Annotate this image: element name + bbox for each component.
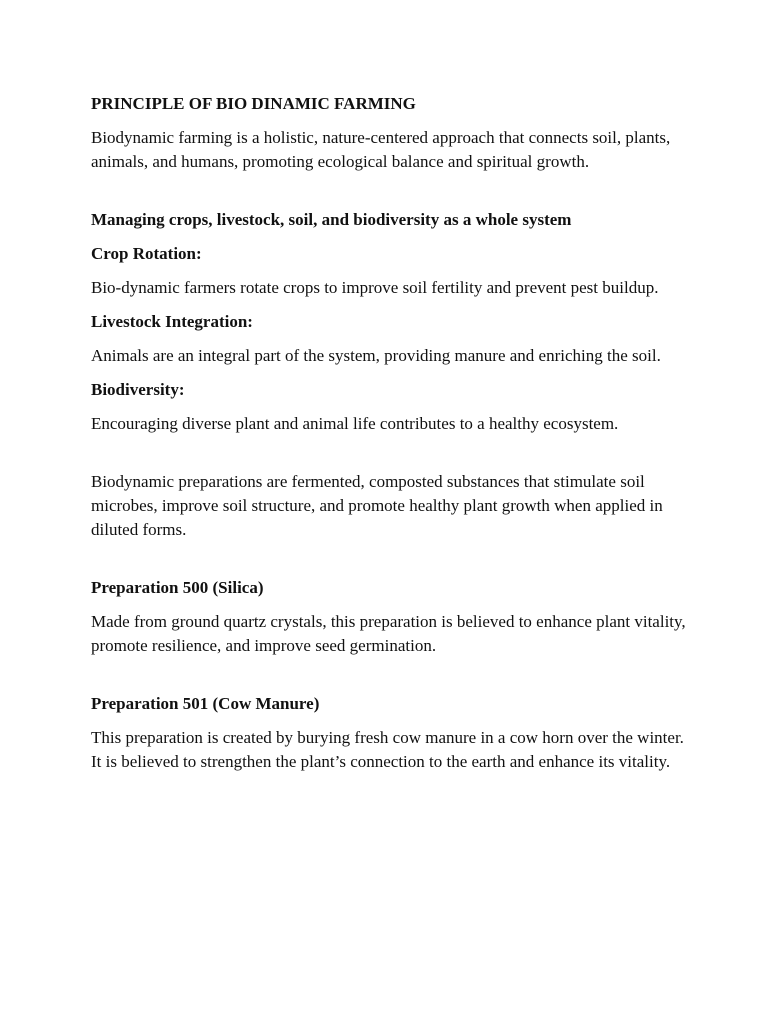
preparation-501-text: This preparation is created by burying fresh cow manure in a cow horn over the winter. It is believed to strengthen the plant’s connection to the earth and enhance its vitality.	[91, 728, 684, 771]
section-heading-whole-system: Managing crops, livestock, soil, and biodiversity as a whole system	[91, 210, 572, 229]
crop-rotation-heading: Crop Rotation:	[91, 244, 202, 263]
livestock-integration-text: Animals are an integral part of the system, providing manure and enriching the soil.	[91, 346, 661, 365]
intro-paragraph: Biodynamic farming is a holistic, nature-centered approach that connects soil, plants, animals, and humans, promoting ecological balance and spiritual growth.	[91, 128, 671, 171]
livestock-integration-heading: Livestock Integration:	[91, 312, 253, 331]
preparation-501-heading: Preparation 501 (Cow Manure)	[91, 694, 320, 713]
crop-rotation-text: Bio-dynamic farmers rotate crops to improve soil fertility and prevent pest buildup.	[91, 278, 659, 297]
preparations-intro-paragraph: Biodynamic preparations are fermented, composted substances that stimulate soil microbes, improve soil structure, and promote healthy plant growth when applied in diluted forms.	[91, 472, 663, 539]
document-page	[91, 92, 691, 784]
preparation-500-text: Made from ground quartz crystals, this preparation is believed to enhance plant vitality, promote resilience, and improve seed germination.	[91, 612, 686, 655]
preparation-500-heading: Preparation 500 (Silica)	[91, 578, 264, 597]
biodiversity-heading: Biodiversity:	[91, 380, 185, 399]
document-title: PRINCIPLE OF BIO DINAMIC FARMING	[91, 94, 416, 113]
biodiversity-text: Encouraging diverse plant and animal life contributes to a healthy ecosystem.	[91, 414, 619, 433]
